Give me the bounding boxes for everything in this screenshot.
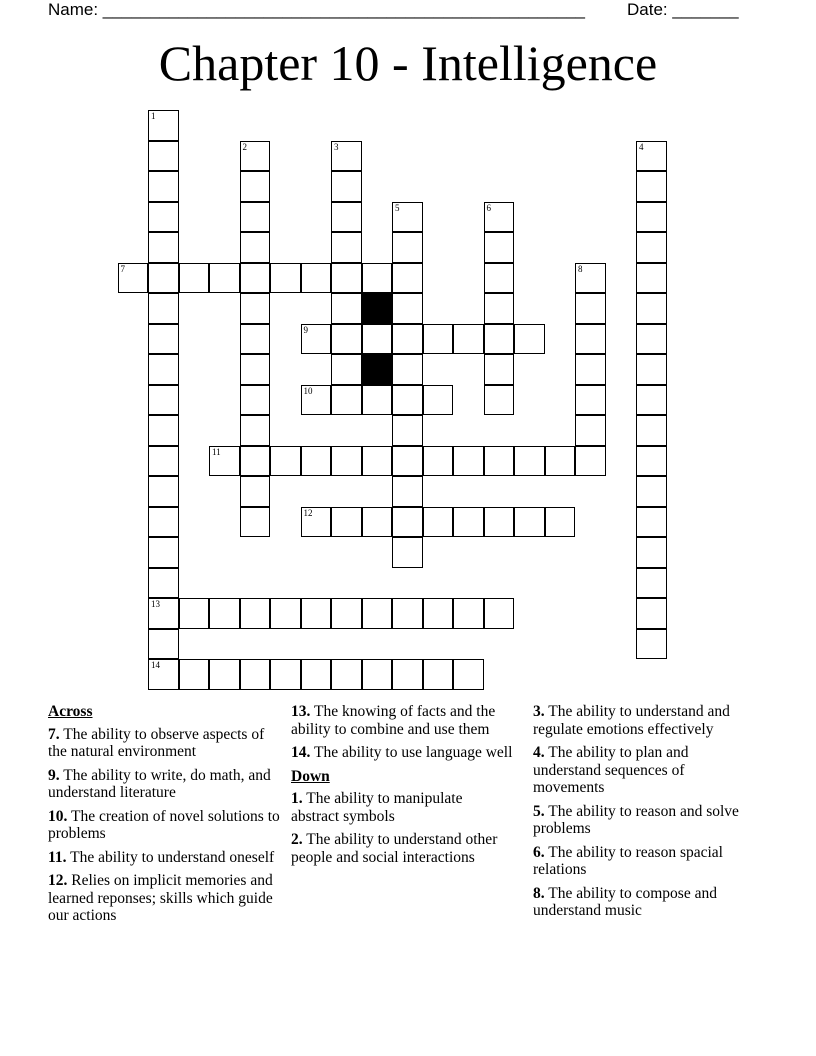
- answer-cell[interactable]: [545, 446, 576, 477]
- answer-cell[interactable]: [453, 598, 484, 629]
- answer-cell[interactable]: [636, 629, 667, 660]
- answer-cell[interactable]: [301, 598, 332, 629]
- answer-cell[interactable]: [392, 446, 423, 477]
- answer-cell[interactable]: [301, 385, 332, 416]
- answer-cell[interactable]: [179, 263, 210, 294]
- answer-cell[interactable]: [240, 415, 271, 446]
- answer-cell[interactable]: [148, 202, 179, 233]
- answer-cell[interactable]: [392, 324, 423, 355]
- answer-cell[interactable]: [575, 354, 606, 385]
- clue-number: 13.: [291, 703, 311, 720]
- clue-across-11: [48, 849, 284, 867]
- clue-number: 12.: [48, 872, 68, 889]
- clue-text: The ability to write, do math, and understand literature: [48, 766, 271, 801]
- cell-number: 4: [639, 141, 644, 152]
- answer-cell[interactable]: [423, 659, 454, 690]
- answer-cell[interactable]: [453, 507, 484, 538]
- cell-number: 12: [303, 507, 313, 518]
- clue-text: The ability to understand other people and social interactions: [291, 831, 498, 866]
- answer-cell[interactable]: [636, 568, 667, 599]
- clue-number: 6.: [533, 843, 545, 861]
- answer-cell[interactable]: [575, 263, 606, 294]
- answer-cell[interactable]: [331, 354, 362, 385]
- answer-cell[interactable]: [148, 659, 179, 690]
- answer-cell[interactable]: [148, 598, 179, 629]
- answer-cell[interactable]: [514, 507, 545, 538]
- answer-cell[interactable]: [484, 385, 515, 416]
- answer-cell[interactable]: [148, 293, 179, 324]
- answer-cell[interactable]: [636, 293, 667, 324]
- answer-cell[interactable]: [331, 659, 362, 690]
- answer-cell[interactable]: [270, 659, 301, 690]
- answer-cell[interactable]: [179, 598, 210, 629]
- answer-cell[interactable]: [331, 293, 362, 324]
- answer-cell[interactable]: [209, 659, 240, 690]
- answer-cell[interactable]: [240, 598, 271, 629]
- answer-cell[interactable]: [148, 263, 179, 294]
- clue-text: The ability to plan and understand sequences of movements: [533, 744, 689, 796]
- answer-cell[interactable]: [301, 263, 332, 294]
- answer-cell[interactable]: [148, 232, 179, 263]
- clue-number: 10.: [48, 807, 68, 825]
- clue-text: Relies on implicit memories and learned reponses; skills which guide our actions: [48, 872, 273, 924]
- clue-text: The ability to understand oneself: [70, 848, 275, 866]
- cell-number: 10: [303, 385, 313, 396]
- answer-cell[interactable]: [484, 598, 515, 629]
- clue-down-1: [291, 790, 513, 825]
- answer-cell[interactable]: [148, 568, 179, 599]
- clue-number: 5.: [533, 802, 545, 820]
- answer-cell[interactable]: [240, 232, 271, 263]
- clue-number: 14.: [291, 744, 311, 761]
- answer-cell[interactable]: [636, 415, 667, 446]
- answer-cell[interactable]: [179, 659, 210, 690]
- answer-cell[interactable]: [331, 507, 362, 538]
- answer-cell[interactable]: [636, 537, 667, 568]
- clue-text: The ability to understand and regulate emotions effectively: [533, 703, 730, 738]
- answer-cell[interactable]: [362, 263, 393, 294]
- cell-number: 2: [242, 141, 247, 152]
- clue-column-2: [291, 703, 513, 872]
- answer-cell[interactable]: [636, 263, 667, 294]
- answer-cell[interactable]: [392, 293, 423, 324]
- answer-cell[interactable]: [148, 537, 179, 568]
- answer-cell[interactable]: [240, 446, 271, 477]
- answer-cell[interactable]: [392, 476, 423, 507]
- answer-cell[interactable]: [331, 171, 362, 202]
- cell-number: 3: [334, 141, 339, 152]
- down-heading: Down: [291, 767, 330, 785]
- blocked-cell: [362, 354, 393, 385]
- answer-cell[interactable]: [148, 324, 179, 355]
- clue-down-2: [291, 831, 513, 866]
- answer-cell[interactable]: [270, 598, 301, 629]
- clue-number: 1.: [291, 790, 303, 807]
- answer-cell[interactable]: [392, 659, 423, 690]
- answer-cell[interactable]: [636, 141, 667, 172]
- answer-cell[interactable]: [484, 324, 515, 355]
- answer-cell[interactable]: [362, 659, 393, 690]
- clue-text: The ability to manipulate abstract symbols: [291, 790, 463, 825]
- answer-cell[interactable]: [636, 202, 667, 233]
- name-field-label: Name: ___________________________________________________: [48, 0, 585, 19]
- answer-cell[interactable]: [240, 507, 271, 538]
- answer-cell[interactable]: [575, 324, 606, 355]
- answer-cell[interactable]: [392, 202, 423, 233]
- clue-text: The ability to compose and understand music: [533, 884, 717, 919]
- answer-cell[interactable]: [636, 507, 667, 538]
- clue-text: The ability to use language well: [313, 744, 513, 761]
- answer-cell[interactable]: [148, 629, 179, 660]
- date-field-label: Date: _______: [627, 0, 739, 19]
- answer-cell[interactable]: [392, 415, 423, 446]
- cell-number: 1: [151, 111, 156, 121]
- answer-cell[interactable]: [240, 659, 271, 690]
- clue-number: 2.: [291, 831, 303, 848]
- answer-cell[interactable]: [484, 293, 515, 324]
- answer-cell[interactable]: [331, 385, 362, 416]
- answer-cell[interactable]: [392, 598, 423, 629]
- answer-cell[interactable]: [148, 141, 179, 172]
- answer-cell[interactable]: [362, 446, 393, 477]
- answer-cell[interactable]: [392, 507, 423, 538]
- answer-cell[interactable]: [453, 324, 484, 355]
- answer-cell[interactable]: [118, 263, 149, 294]
- clue-text: The knowing of facts and the ability to combine and use them: [291, 703, 496, 738]
- answer-cell[interactable]: [301, 324, 332, 355]
- answer-cell[interactable]: [484, 354, 515, 385]
- answer-cell[interactable]: [514, 446, 545, 477]
- answer-cell[interactable]: [209, 598, 240, 629]
- cell-number: 8: [578, 263, 583, 274]
- clue-number: 4.: [533, 744, 545, 761]
- answer-cell[interactable]: [331, 446, 362, 477]
- answer-cell[interactable]: [240, 263, 271, 294]
- answer-cell[interactable]: [148, 385, 179, 416]
- answer-cell[interactable]: [240, 385, 271, 416]
- answer-cell[interactable]: [484, 263, 515, 294]
- answer-cell[interactable]: [240, 202, 271, 233]
- answer-cell[interactable]: [148, 446, 179, 477]
- clue-across-7: [48, 726, 284, 761]
- clue-down-5: [533, 803, 745, 838]
- clue-down-3: [533, 703, 745, 738]
- answer-cell[interactable]: [392, 232, 423, 263]
- answer-cell[interactable]: [636, 385, 667, 416]
- answer-cell[interactable]: [148, 476, 179, 507]
- answer-cell[interactable]: [575, 293, 606, 324]
- clue-column-3: [533, 703, 745, 926]
- answer-cell[interactable]: [240, 354, 271, 385]
- clue-down-4: [533, 744, 745, 797]
- answer-cell[interactable]: [331, 141, 362, 172]
- answer-cell[interactable]: [484, 446, 515, 477]
- answer-cell[interactable]: [209, 446, 240, 477]
- clue-across-10: [48, 808, 284, 843]
- clue-across-13: [291, 703, 513, 738]
- answer-cell[interactable]: [484, 507, 515, 538]
- cell-number: 9: [303, 324, 308, 335]
- answer-cell[interactable]: [209, 263, 240, 294]
- answer-cell[interactable]: [301, 659, 332, 690]
- answer-cell[interactable]: [270, 263, 301, 294]
- answer-cell[interactable]: [331, 232, 362, 263]
- cell-number: 7: [120, 263, 125, 274]
- clue-across-9: [48, 767, 284, 802]
- answer-cell[interactable]: [148, 415, 179, 446]
- answer-cell[interactable]: [301, 507, 332, 538]
- clue-text: The ability to reason and solve problems: [533, 802, 739, 837]
- answer-cell[interactable]: [331, 324, 362, 355]
- answer-cell[interactable]: [575, 446, 606, 477]
- answer-cell[interactable]: [148, 171, 179, 202]
- answer-cell[interactable]: [636, 476, 667, 507]
- cell-number: 11: [212, 446, 221, 457]
- answer-cell[interactable]: [453, 446, 484, 477]
- clue-number: 11.: [48, 848, 67, 866]
- answer-cell[interactable]: [392, 537, 423, 568]
- answer-cell[interactable]: [331, 202, 362, 233]
- clue-number: 8.: [533, 884, 545, 902]
- clue-number: 9.: [48, 766, 60, 784]
- answer-cell[interactable]: [240, 476, 271, 507]
- answer-cell[interactable]: [362, 507, 393, 538]
- answer-cell[interactable]: [423, 507, 454, 538]
- answer-cell[interactable]: [636, 171, 667, 202]
- answer-cell[interactable]: [240, 324, 271, 355]
- clue-text: The ability to observe aspects of the natural environment: [48, 725, 265, 760]
- answer-cell[interactable]: [575, 415, 606, 446]
- clue-across-12: [48, 872, 284, 925]
- answer-cell[interactable]: [484, 232, 515, 263]
- answer-cell[interactable]: [636, 446, 667, 477]
- answer-cell[interactable]: [301, 446, 332, 477]
- answer-cell[interactable]: [148, 507, 179, 538]
- answer-cell[interactable]: [362, 324, 393, 355]
- answer-cell[interactable]: [575, 385, 606, 416]
- clue-column-1: [48, 703, 284, 931]
- answer-cell[interactable]: [423, 385, 454, 416]
- answer-cell[interactable]: [514, 324, 545, 355]
- cell-number: 6: [486, 202, 491, 213]
- answer-cell[interactable]: [362, 598, 393, 629]
- clue-across-14: [291, 744, 513, 762]
- clue-number: 7.: [48, 725, 60, 743]
- answer-cell[interactable]: [423, 598, 454, 629]
- clue-text: The ability to reason spacial relations: [533, 843, 723, 878]
- answer-cell[interactable]: [270, 446, 301, 477]
- cell-number: 5: [395, 202, 400, 213]
- page-title: Chapter 10 - Intelligence: [158, 35, 658, 91]
- clue-number: 3.: [533, 703, 545, 720]
- answer-cell[interactable]: [636, 354, 667, 385]
- across-heading: Across: [48, 703, 93, 720]
- answer-cell[interactable]: [392, 263, 423, 294]
- answer-cell[interactable]: [545, 507, 576, 538]
- answer-cell[interactable]: [240, 171, 271, 202]
- clue-text: The creation of novel solutions to problems: [48, 807, 280, 842]
- answer-cell[interactable]: [240, 141, 271, 172]
- answer-cell[interactable]: [453, 659, 484, 690]
- answer-cell[interactable]: [484, 202, 515, 233]
- clue-down-8: [533, 885, 745, 920]
- answer-cell[interactable]: [392, 385, 423, 416]
- cell-number: 13: [151, 599, 160, 609]
- clue-down-6: [533, 844, 745, 879]
- cell-number: 14: [151, 660, 160, 670]
- answer-cell[interactable]: [636, 232, 667, 263]
- answer-cell[interactable]: [240, 293, 271, 324]
- answer-cell[interactable]: [331, 598, 362, 629]
- answer-cell[interactable]: [392, 354, 423, 385]
- answer-cell[interactable]: [148, 110, 179, 141]
- answer-cell[interactable]: [636, 324, 667, 355]
- answer-cell[interactable]: [636, 598, 667, 629]
- answer-cell[interactable]: [423, 446, 454, 477]
- answer-cell[interactable]: [331, 263, 362, 294]
- blocked-cell: [362, 293, 393, 324]
- answer-cell[interactable]: [362, 385, 393, 416]
- answer-cell[interactable]: [423, 324, 454, 355]
- answer-cell[interactable]: [148, 354, 179, 385]
